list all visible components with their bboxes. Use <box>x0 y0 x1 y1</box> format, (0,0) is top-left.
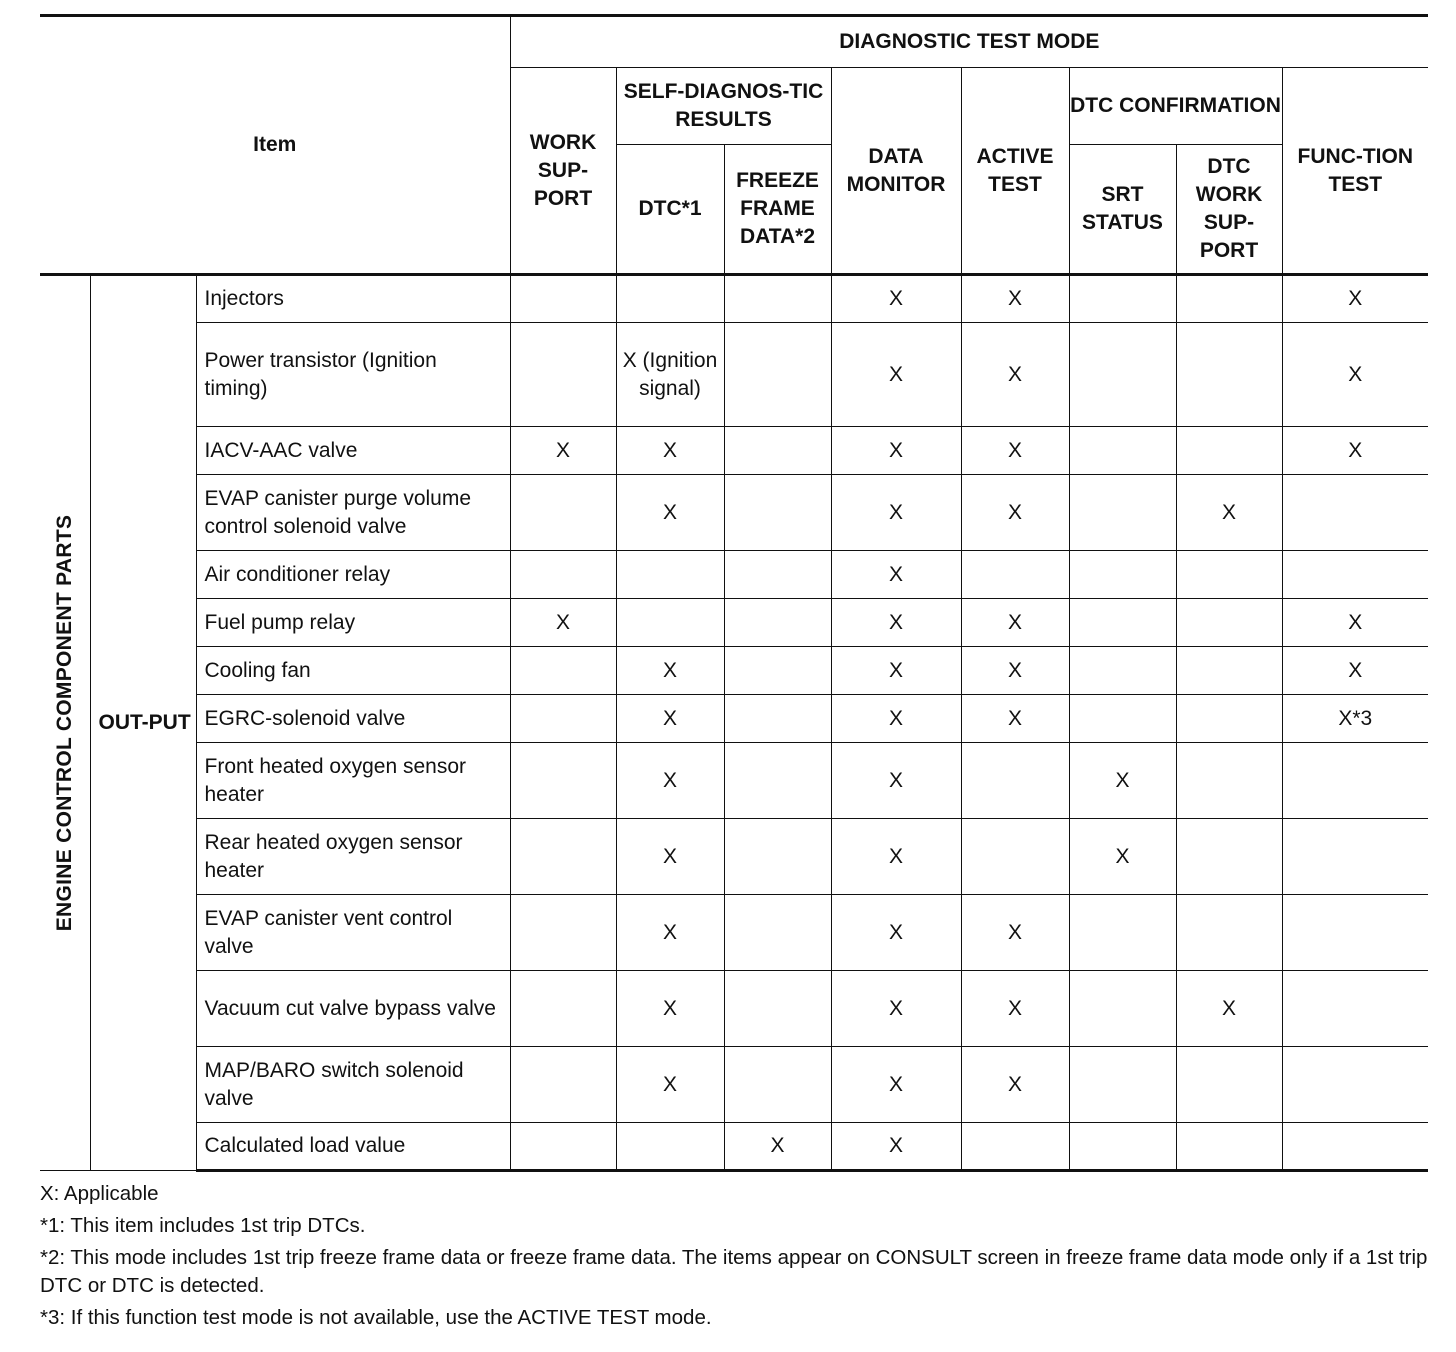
cell-dtc: X <box>616 1047 724 1123</box>
header-dtc-work-support: DTC WORK SUP-PORT <box>1176 145 1282 275</box>
diagnostic-test-mode-table <box>40 14 1428 1172</box>
cell-freeze-frame-data <box>724 427 831 475</box>
cell-srt-status <box>1069 427 1176 475</box>
cell-data-monitor: X <box>831 427 961 475</box>
cell-work-support <box>510 647 616 695</box>
cell-srt-status: X <box>1069 743 1176 819</box>
cell-dtc <box>616 275 724 323</box>
table-row <box>40 551 1428 599</box>
header-item: Item <box>40 16 510 275</box>
cell-function-test: X <box>1282 647 1428 695</box>
cell-freeze-frame-data <box>724 323 831 427</box>
cell-freeze-frame-data <box>724 743 831 819</box>
cell-freeze-frame-data <box>724 647 831 695</box>
cell-dtc-work-support <box>1176 819 1282 895</box>
cell-active-test: X <box>961 1047 1069 1123</box>
cell-dtc-work-support: X <box>1176 971 1282 1047</box>
cell-work-support <box>510 895 616 971</box>
cell-freeze-frame-data <box>724 819 831 895</box>
cell-srt-status <box>1069 895 1176 971</box>
cell-active-test <box>961 551 1069 599</box>
cell-work-support <box>510 1047 616 1123</box>
cell-freeze-frame-data <box>724 1047 831 1123</box>
cell-dtc: X <box>616 647 724 695</box>
item-name: Fuel pump relay <box>196 599 510 647</box>
cell-work-support <box>510 971 616 1047</box>
cell-dtc-work-support <box>1176 647 1282 695</box>
cell-work-support <box>510 743 616 819</box>
footnote-2: *2: This mode includes 1st trip freeze frame data or freeze frame data. The items appear on CONSULT screen in freeze frame data mode only if a 1st trip DTC or DTC is detected. <box>40 1246 1428 1297</box>
cell-dtc-work-support <box>1176 323 1282 427</box>
cell-data-monitor: X <box>831 275 961 323</box>
cell-dtc-work-support: X <box>1176 475 1282 551</box>
header-dtc: DTC*1 <box>616 145 724 275</box>
cell-dtc: X <box>616 743 724 819</box>
item-name: Power transistor (Ignition timing) <box>196 323 510 427</box>
cell-active-test: X <box>961 427 1069 475</box>
cell-function-test <box>1282 819 1428 895</box>
cell-dtc-work-support <box>1176 895 1282 971</box>
cell-function-test: X <box>1282 323 1428 427</box>
cell-data-monitor: X <box>831 475 961 551</box>
item-name: EGRC-solenoid valve <box>196 695 510 743</box>
table-row <box>40 819 1428 895</box>
item-name: Calculated load value <box>196 1123 510 1171</box>
header-srt-status: SRT STATUS <box>1069 145 1176 275</box>
cell-data-monitor: X <box>831 323 961 427</box>
cell-data-monitor: X <box>831 599 961 647</box>
header-freeze-frame-data: FREEZE FRAME DATA*2 <box>724 145 831 275</box>
cell-active-test: X <box>961 895 1069 971</box>
cell-srt-status <box>1069 323 1176 427</box>
cell-data-monitor: X <box>831 551 961 599</box>
cell-dtc: X <box>616 475 724 551</box>
cell-data-monitor: X <box>831 695 961 743</box>
cell-srt-status <box>1069 475 1176 551</box>
cell-data-monitor: X <box>831 819 961 895</box>
table-row <box>40 475 1428 551</box>
cell-data-monitor: X <box>831 1123 961 1171</box>
table-row <box>40 1123 1428 1171</box>
cell-data-monitor: X <box>831 647 961 695</box>
cell-active-test: X <box>961 475 1069 551</box>
cell-dtc <box>616 599 724 647</box>
cell-data-monitor: X <box>831 743 961 819</box>
cell-work-support <box>510 1123 616 1171</box>
cell-dtc-work-support <box>1176 1123 1282 1171</box>
cell-function-test: X <box>1282 427 1428 475</box>
cell-dtc-work-support <box>1176 743 1282 819</box>
cell-data-monitor: X <box>831 1047 961 1123</box>
subgroup-label: OUT-PUT <box>90 275 196 1171</box>
cell-function-test <box>1282 475 1428 551</box>
cell-active-test <box>961 743 1069 819</box>
footnote-1: *1: This item includes 1st trip DTCs. <box>40 1214 366 1237</box>
cell-srt-status <box>1069 695 1176 743</box>
header-work-support: WORK SUP-PORT <box>510 68 616 275</box>
table-body <box>40 275 1428 1171</box>
table-row <box>40 647 1428 695</box>
cell-dtc-work-support <box>1176 275 1282 323</box>
cell-work-support: X <box>510 599 616 647</box>
cell-work-support <box>510 551 616 599</box>
cell-dtc: X <box>616 819 724 895</box>
cell-function-test <box>1282 743 1428 819</box>
cell-active-test: X <box>961 695 1069 743</box>
cell-dtc-work-support <box>1176 599 1282 647</box>
item-name: IACV-AAC valve <box>196 427 510 475</box>
item-name: Air conditioner relay <box>196 551 510 599</box>
cell-freeze-frame-data <box>724 895 831 971</box>
cell-function-test <box>1282 895 1428 971</box>
cell-active-test <box>961 1123 1069 1171</box>
cell-active-test: X <box>961 323 1069 427</box>
item-name: Front heated oxygen sensor heater <box>196 743 510 819</box>
cell-function-test: X <box>1282 599 1428 647</box>
table-row <box>40 695 1428 743</box>
cell-freeze-frame-data <box>724 275 831 323</box>
cell-dtc: X <box>616 895 724 971</box>
cell-srt-status <box>1069 275 1176 323</box>
table-row <box>40 743 1428 819</box>
cell-work-support: X <box>510 427 616 475</box>
cell-freeze-frame-data: X <box>724 1123 831 1171</box>
cell-dtc <box>616 1123 724 1171</box>
header-data-monitor: DATA MONITOR <box>831 68 961 275</box>
table-row <box>40 1047 1428 1123</box>
cell-data-monitor: X <box>831 895 961 971</box>
cell-active-test <box>961 819 1069 895</box>
header-diagnostic-test-mode: DIAGNOSTIC TEST MODE <box>510 16 1428 68</box>
table-row <box>40 599 1428 647</box>
item-name: MAP/BARO switch solenoid valve <box>196 1047 510 1123</box>
cell-dtc: X <box>616 971 724 1047</box>
cell-work-support <box>510 819 616 895</box>
cell-work-support <box>510 475 616 551</box>
cell-dtc-work-support <box>1176 695 1282 743</box>
table-row <box>40 323 1428 427</box>
footnote-applicable: X: Applicable <box>40 1182 159 1205</box>
cell-function-test <box>1282 1123 1428 1171</box>
cell-dtc: X <box>616 427 724 475</box>
cell-active-test: X <box>961 599 1069 647</box>
cell-dtc: X (Ignition signal) <box>616 323 724 427</box>
cell-freeze-frame-data <box>724 551 831 599</box>
table-row <box>40 427 1428 475</box>
footnotes <box>40 1180 1428 1336</box>
table-row <box>40 971 1428 1047</box>
cell-srt-status <box>1069 1123 1176 1171</box>
cell-srt-status: X <box>1069 819 1176 895</box>
group-label: ENGINE CONTROL COMPONENT PARTS <box>52 514 76 932</box>
item-name: Rear heated oxygen sensor heater <box>196 819 510 895</box>
cell-function-test: X*3 <box>1282 695 1428 743</box>
table-row <box>40 895 1428 971</box>
cell-srt-status <box>1069 599 1176 647</box>
header-active-test: ACTIVE TEST <box>961 68 1069 275</box>
cell-active-test: X <box>961 647 1069 695</box>
cell-srt-status <box>1069 971 1176 1047</box>
cell-function-test <box>1282 971 1428 1047</box>
cell-active-test: X <box>961 275 1069 323</box>
cell-dtc: X <box>616 695 724 743</box>
cell-freeze-frame-data <box>724 599 831 647</box>
item-name: Injectors <box>196 275 510 323</box>
cell-srt-status <box>1069 551 1176 599</box>
item-name: EVAP canister vent control valve <box>196 895 510 971</box>
item-name: EVAP canister purge volume control solenoid valve <box>196 475 510 551</box>
cell-data-monitor: X <box>831 971 961 1047</box>
footnote-3: *3: If this function test mode is not available, use the ACTIVE TEST mode. <box>40 1306 712 1329</box>
cell-active-test: X <box>961 971 1069 1047</box>
cell-work-support <box>510 695 616 743</box>
cell-srt-status <box>1069 647 1176 695</box>
cell-dtc-work-support <box>1176 427 1282 475</box>
item-name: Cooling fan <box>196 647 510 695</box>
cell-dtc <box>616 551 724 599</box>
cell-function-test <box>1282 1047 1428 1123</box>
cell-work-support <box>510 323 616 427</box>
cell-dtc-work-support <box>1176 551 1282 599</box>
cell-freeze-frame-data <box>724 475 831 551</box>
cell-srt-status <box>1069 1047 1176 1123</box>
cell-dtc-work-support <box>1176 1047 1282 1123</box>
cell-work-support <box>510 275 616 323</box>
item-name: Vacuum cut valve bypass valve <box>196 971 510 1047</box>
header-self-diagnostic-results: SELF-DIAGNOS-TIC RESULTS <box>616 68 831 145</box>
cell-freeze-frame-data <box>724 971 831 1047</box>
header-function-test: FUNC-TION TEST <box>1282 68 1428 275</box>
header-dtc-confirmation: DTC CONFIRMATION <box>1069 68 1282 145</box>
table-row <box>40 275 1428 323</box>
group-label-cell <box>40 275 90 1171</box>
cell-function-test: X <box>1282 275 1428 323</box>
cell-function-test <box>1282 551 1428 599</box>
cell-freeze-frame-data <box>724 695 831 743</box>
